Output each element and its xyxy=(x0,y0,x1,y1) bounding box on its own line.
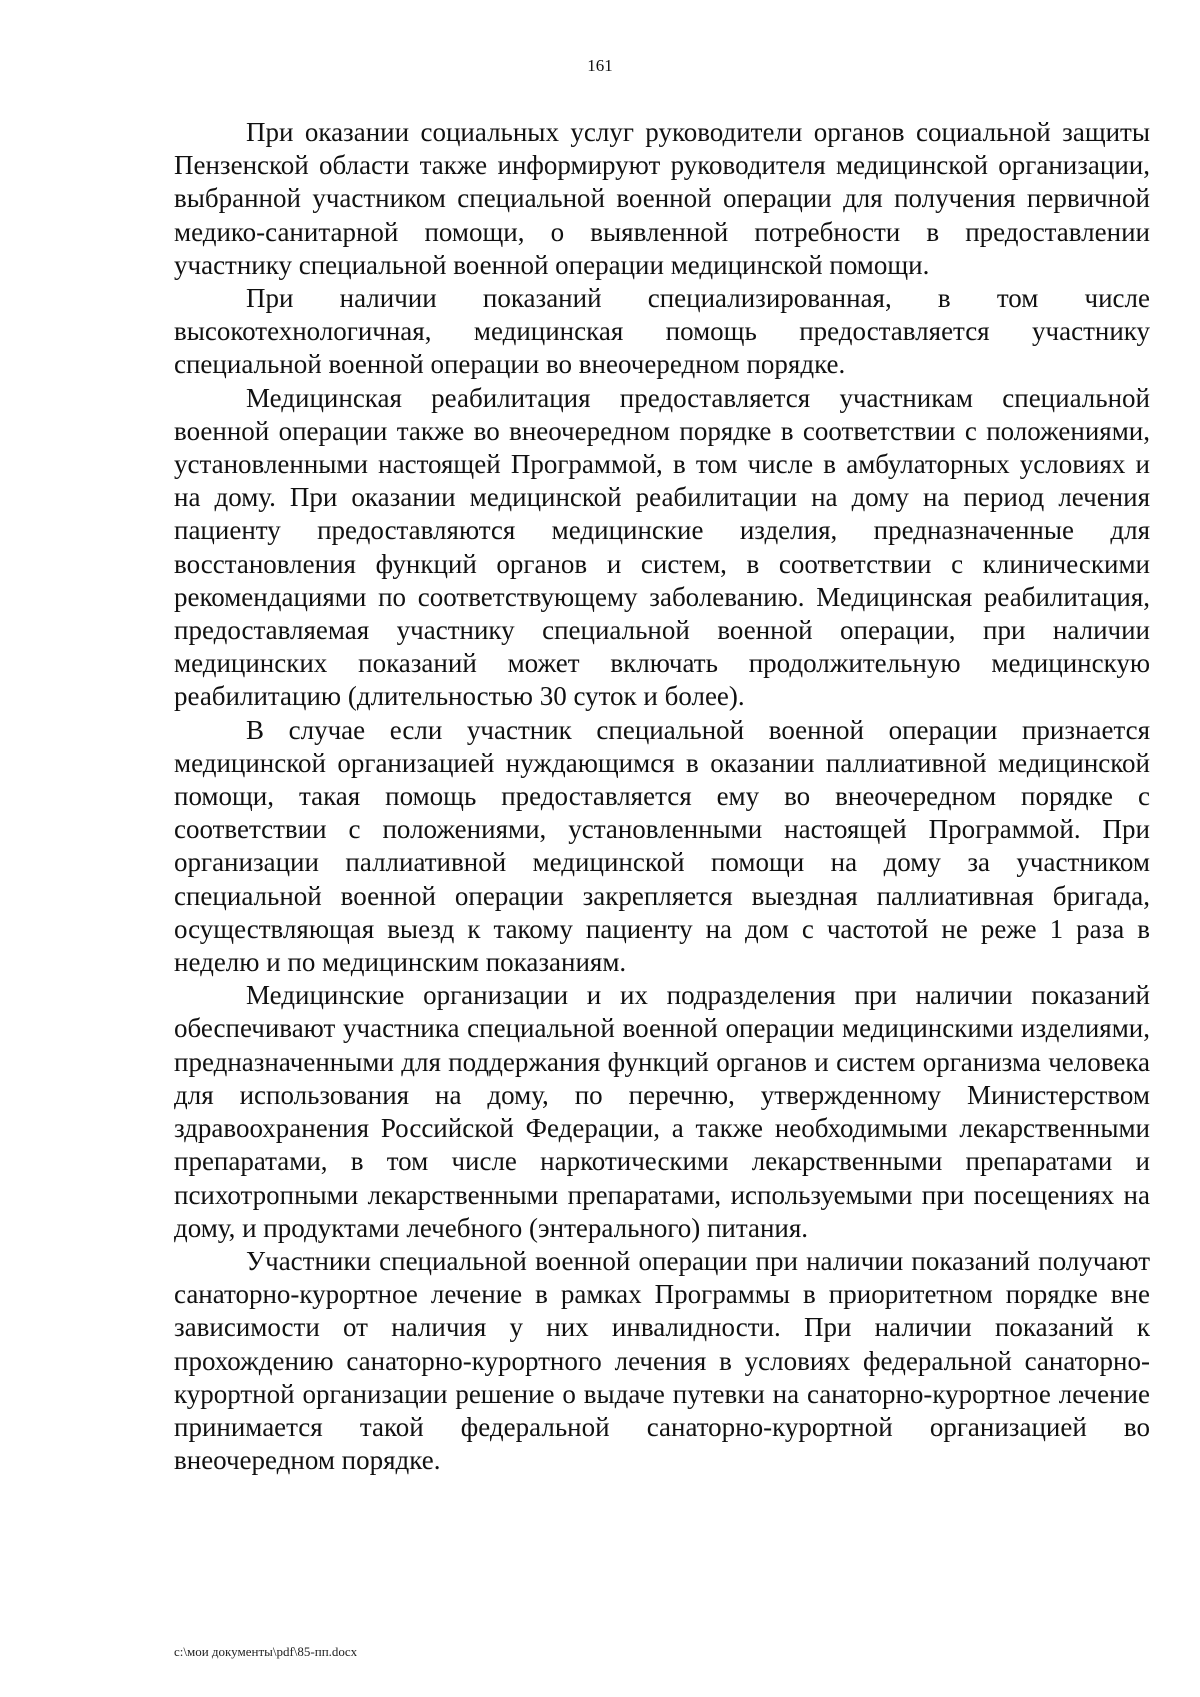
paragraph-specialized-care: При наличии показаний специализированная, в том числе высокотехнологичная, медицинская помощь предоставляется участнику специальной военной операции во внеочередном порядке. xyxy=(174,283,1150,380)
paragraph-rehabilitation: Медицинская реабилитация предоставляется участникам специальной военной операции также во внеочередном порядке в соответствии с положениями, установленными настоящей Программой, в том числе в амбулаторных условиях и на дому. При оказании медицинской реабилитации на дому на период лечения пациенту предоставляются медицинские изделия, предназначенные для восстановления функций органов и систем, в соответствии с клиническими рекомендациями по соответствующему заболеванию. Медицинская реабилитация, предоставляемая участнику специальной военной операции, при наличии медицинских показаний может включать продолжительную медицинскую реабилитацию (длительностью 30 суток и более). xyxy=(174,382,1150,712)
paragraph-sanatorium-treatment: Участники специальной военной операции при наличии показаний получают санаторно-курортное лечение в рамках Программы в приоритетном порядке вне зависимости от наличия у них инвалидности. При наличии показаний к прохождению санаторно-курортного лечения в условиях федеральной санаторно-курортной организации решение о выдаче путевки на санаторно-курортное лечение принимается такой федеральной санаторно-курортной организацией во внеочередном порядке. xyxy=(174,1245,1150,1476)
page-number: 161 xyxy=(587,56,613,75)
document-body xyxy=(174,116,1150,1477)
footer-file-path: c:\мои документы\pdf\85-пп.docx xyxy=(174,1644,358,1659)
paragraph-social-services: При оказании социальных услуг руководители органов социальной защиты Пензенской области также информируют руководителя медицинской организации, выбранной участником специальной военной операции для получения первичной медико-санитарной помощи, о выявленной потребности в предоставлении участнику специальной военной операции медицинской помощи. xyxy=(174,117,1150,280)
paragraph-palliative-care: В случае если участник специальной военной операции признается медицинской организацией нуждающимся в оказании паллиативной медицинской помощи, такая помощь предоставляется ему во внеочередном порядке с соответствии с положениями, установленными настоящей Программой. При организации паллиативной медицинской помощи на дому за участником специальной военной операции закрепляется выездная паллиативная бригада, осуществляющая выезд к такому пациенту на дом с частотой не реже 1 раза в неделю и по медицинским показаниям. xyxy=(174,714,1150,978)
paragraph-medical-devices: Медицинские организации и их подразделения при наличии показаний обеспечивают участника специальной военной операции медицинскими изделиями, предназначенными для поддержания функций органов и систем организма человека для использования на дому, по перечню, утвержденному Министерством здравоохранения Российской Федерации, а также необходимыми лекарственными препаратами, в том числе наркотическими лекарственными препаратами и психотропными лекарственными препаратами, используемыми при посещениях на дому, и продуктами лечебного (энтерального) питания. xyxy=(174,980,1150,1243)
